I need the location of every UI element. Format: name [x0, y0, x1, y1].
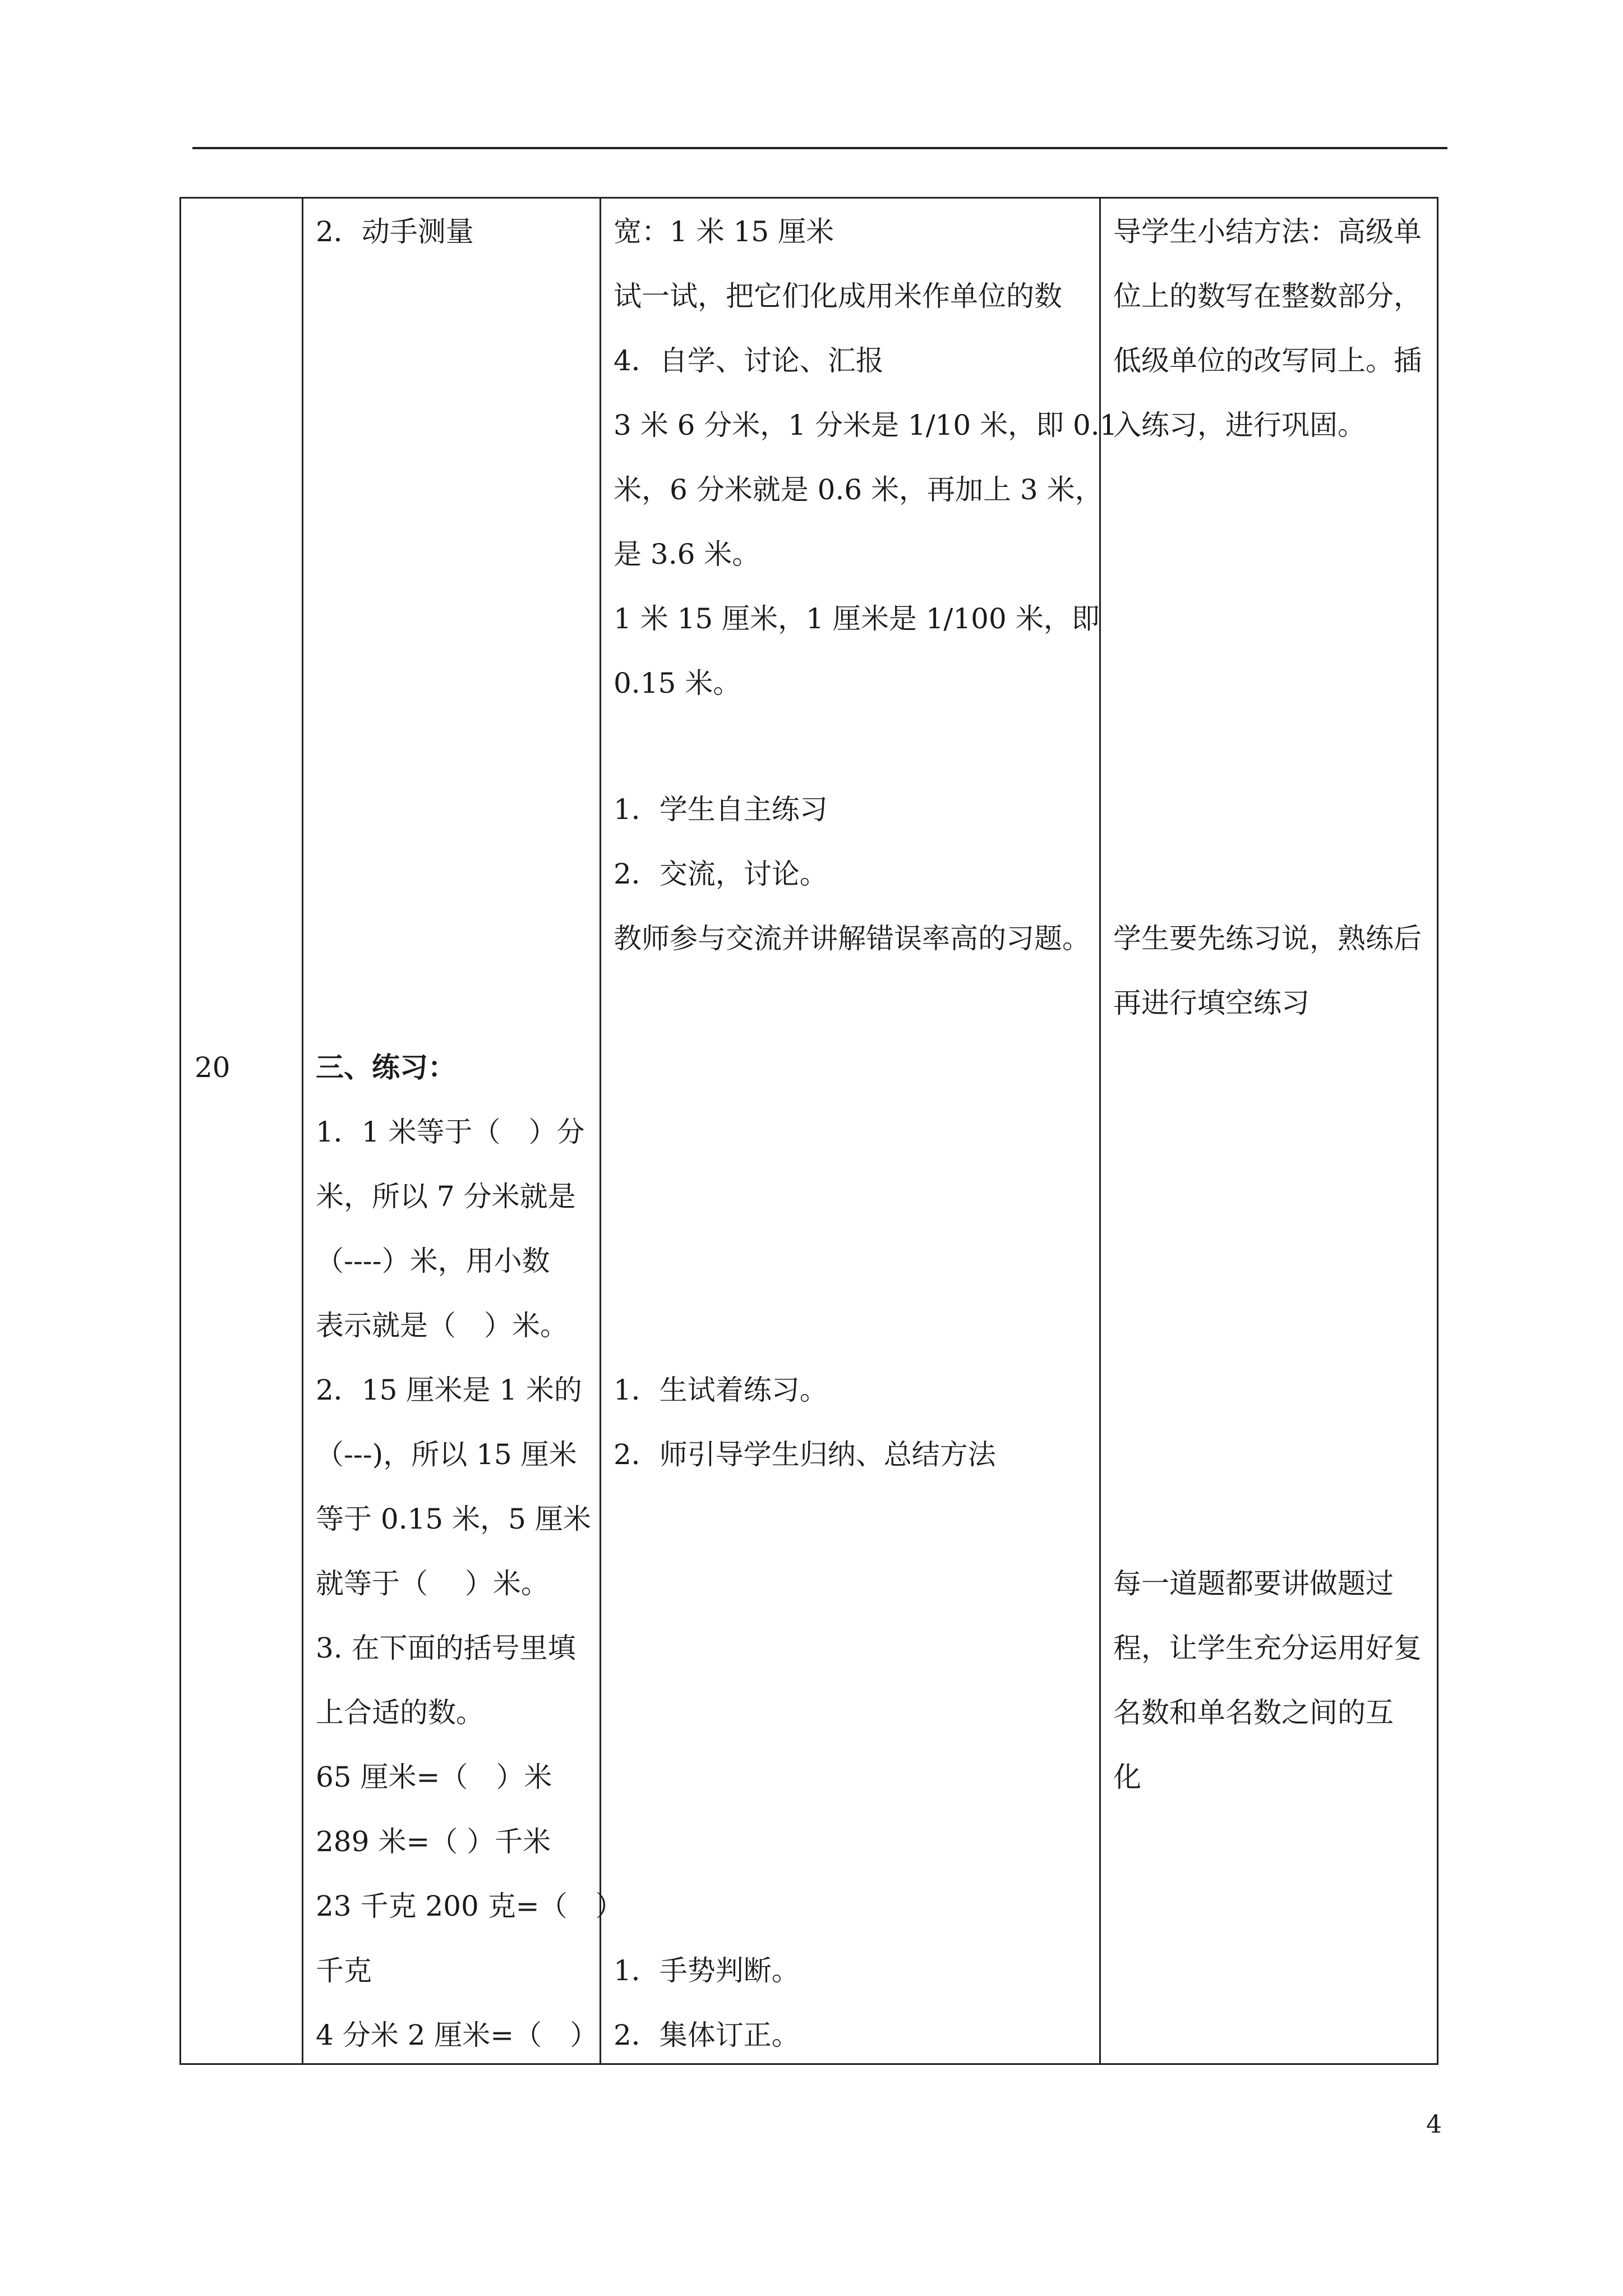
- activity-line: 3 米 6 分米，1 分米是 1/10 米，即 0.1: [614, 409, 1118, 441]
- content-line: （----）米，用小数: [316, 1245, 550, 1277]
- activity-line: 2．集体订正。: [614, 2019, 800, 2051]
- note-line: 导学生小结方法：高级单: [1113, 215, 1422, 248]
- content-line: 上合适的数。: [316, 1696, 484, 1729]
- activity-line: 1．学生自主练习: [614, 793, 828, 826]
- section-heading: 三、练习：: [316, 1051, 456, 1084]
- content-line: 2．动手测量: [316, 215, 474, 248]
- content-line: 米，所以 7 分米就是: [316, 1180, 576, 1213]
- content-line: 289 米=（ ）千米: [316, 1825, 551, 1858]
- activity-line: 米，6 分米就是 0.6 米，再加上 3 米，: [614, 473, 1103, 506]
- column-divider-1: [302, 199, 303, 2063]
- content-line: 就等于（ ）米。: [316, 1567, 549, 1600]
- time-value: 20: [195, 1051, 230, 1084]
- note-line: 再进行填空练习: [1113, 987, 1310, 1019]
- content-line: 2．15 厘米是 1 米的: [316, 1374, 582, 1406]
- lesson-plan-table: [179, 197, 1438, 2065]
- header-rule: [192, 147, 1447, 149]
- activity-line: 教师参与交流并讲解错误率高的习题。: [614, 922, 1090, 955]
- note-line: 化: [1113, 1761, 1141, 1793]
- content-line: 23 千克 200 克=（ ）: [316, 1890, 624, 1922]
- activity-line: 2．交流，讨论。: [614, 858, 828, 890]
- note-line: 位上的数写在整数部分，: [1113, 280, 1422, 312]
- activity-line: 1．生试着练习。: [614, 1374, 828, 1406]
- activity-line: 试一试，把它们化成用米作单位的数: [614, 280, 1062, 312]
- column-divider-2: [600, 199, 601, 2063]
- content-line: 3. 在下面的括号里填: [316, 1632, 576, 1664]
- content-line: 千克: [316, 1954, 372, 1987]
- activity-line: 是 3.6 米。: [614, 538, 760, 570]
- content-line: 等于 0.15 米，5 厘米: [316, 1503, 591, 1535]
- content-line: 4 分米 2 厘米=（ ）: [316, 2019, 598, 2051]
- activity-line: 宽：1 米 15 厘米: [614, 215, 834, 248]
- activity-line: 2．师引导学生归纳、总结方法: [614, 1438, 996, 1471]
- note-line: 低级单位的改写同上。插: [1113, 344, 1422, 377]
- content-line: 1．1 米等于（ ）分: [316, 1116, 585, 1148]
- content-line: 65 厘米=（ ）米: [316, 1761, 552, 1793]
- activity-line: 1 米 15 厘米，1 厘米是 1/100 米，即: [614, 602, 1100, 635]
- note-line: 程，让学生充分运用好复: [1113, 1632, 1422, 1664]
- activity-line: 1．手势判断。: [614, 1954, 800, 1987]
- note-line: 入练习，进行巩固。: [1113, 409, 1366, 441]
- note-line: 每一道题都要讲做题过: [1113, 1567, 1394, 1600]
- page-number: 4: [1426, 2110, 1442, 2139]
- content-line: （---)，所以 15 厘米: [316, 1438, 577, 1471]
- activity-line: 4．自学、讨论、汇报: [614, 344, 884, 377]
- activity-line: 0.15 米。: [614, 667, 741, 700]
- note-line: 名数和单名数之间的互: [1113, 1696, 1394, 1729]
- note-line: 学生要先练习说，熟练后: [1113, 922, 1422, 955]
- content-line: 表示就是（ ）米。: [316, 1309, 568, 1342]
